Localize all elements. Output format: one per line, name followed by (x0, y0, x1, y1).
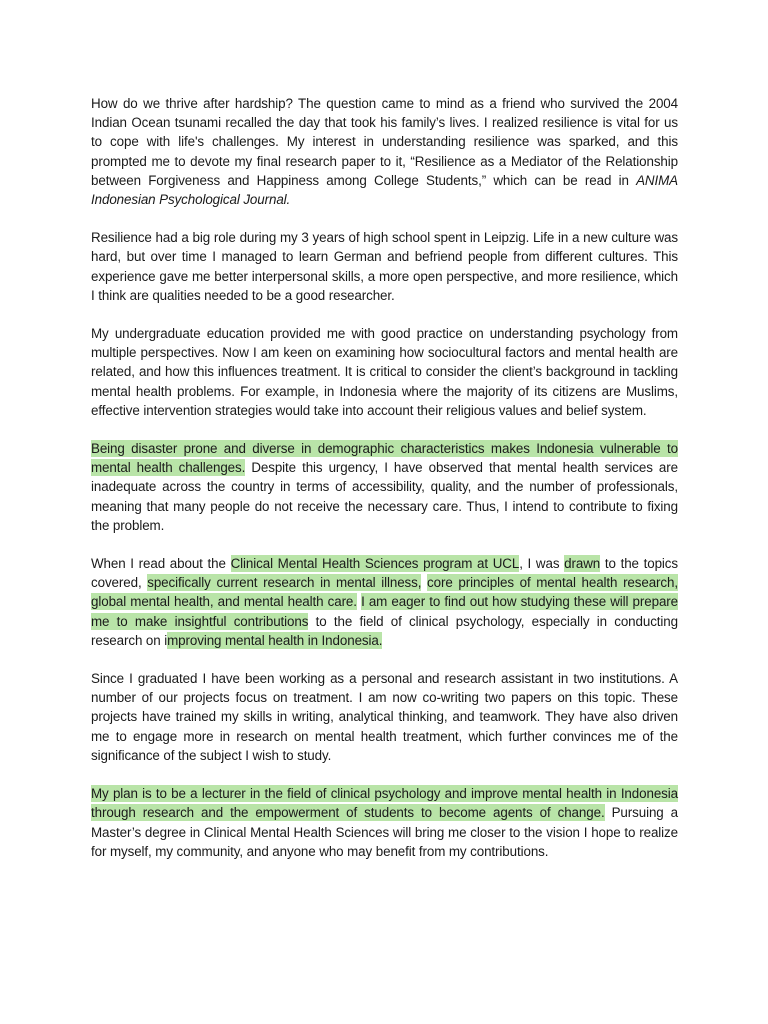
paragraph-5-text: When I read about the (91, 556, 231, 572)
paragraph-2: Resilience had a big role during my 3 years of high school spent in Leipzig. Life in a new culture was hard, but over time I managed to learn German and befriend people from different cultures. This experience gave me better interpersonal skills, a more open perspective, and more resilience, which I think are qualities needed to be a good researcher. (91, 230, 678, 303)
highlight-text: I am eager to find out how studying these will prepare me to make insightful contributions (91, 594, 679, 629)
highlight-text: mproving mental health in Indonesia. (167, 632, 383, 648)
paragraph-3: My undergraduate education provided me with good practice on understanding psychology from multiple perspectives. Now I am keen on examining how sociocultural factors and mental health are related, and how this influences treatment. It is critical to consider the client’s background in tackling mental health problems. For example, in Indonesia where the majority of its citizens are Muslims, effective intervention strategies would take into account their religious values and belief system. (91, 326, 678, 418)
paragraph-4 (91, 439, 678, 535)
highlight-text: specifically current research in mental illness, (147, 575, 422, 591)
journal-title: ANIMA Indonesian Psychological Journal. (91, 172, 678, 208)
paragraph-1-text: How do we thrive after hardship? The question came to mind as a friend who survived the 2004 Indian Ocean tsunami recalled the day that took his family’s lives. I realized resilience is vital for us to cope with life's challenges. My interest in understanding resilience was sparked, and this prompted me to devote my final research paper to it, “Resilience as a Mediator of the Relationship between Forgiveness and Happiness among College Students,” which can be read in (91, 96, 678, 188)
paragraph-7 (91, 784, 678, 861)
paragraph-5-text: to the topics covered, (91, 556, 678, 591)
highlight-text: Clinical Mental Health Sciences program at UCL (230, 556, 520, 572)
paragraph-6: Since I graduated I have been working as a personal and research assistant in two institutions. A number of our projects focus on treatment. I am now co-writing two papers on this topic. These projects have trained my skills in writing, analytical thinking, and teamwork. They have also driven me to engage more in research on mental health treatment, which further convinces me of the significance of the subject I wish to study. (91, 671, 678, 763)
paragraph-5-text: , I was (519, 556, 565, 572)
highlight-text: core principles of mental health research, global mental health, and mental health care. (91, 575, 678, 610)
essay-body (91, 94, 678, 880)
paragraph-4-text: Despite this urgency, I have observed that mental health services are inadequate across the country in terms of accessibility, quality, and the number of professionals, meaning that many people do not receive the necessary care. Thus, I intend to contribute to fixing the problem. (91, 460, 678, 533)
paragraph-1 (91, 94, 678, 209)
highlight-text: drawn (564, 556, 601, 572)
paragraph-5 (91, 554, 678, 650)
paragraph-5-text: to the field of clinical psychology, especially in conducting research on i (91, 613, 678, 648)
highlight-text: My plan is to be a lecturer in the field of clinical psychology and improve mental health in Indonesia through research and the empowerment of students to become agents of change. (91, 786, 678, 821)
paragraph-7-text: Pursuing a Master’s degree in Clinical Mental Health Sciences will bring me closer to the vision I hope to realize for myself, my community, and anyone who may benefit from my contributions. (91, 805, 678, 859)
highlight-text: Being disaster prone and diverse in demographic characteristics makes Indonesia vulnerable to mental health challenges. (91, 441, 678, 476)
